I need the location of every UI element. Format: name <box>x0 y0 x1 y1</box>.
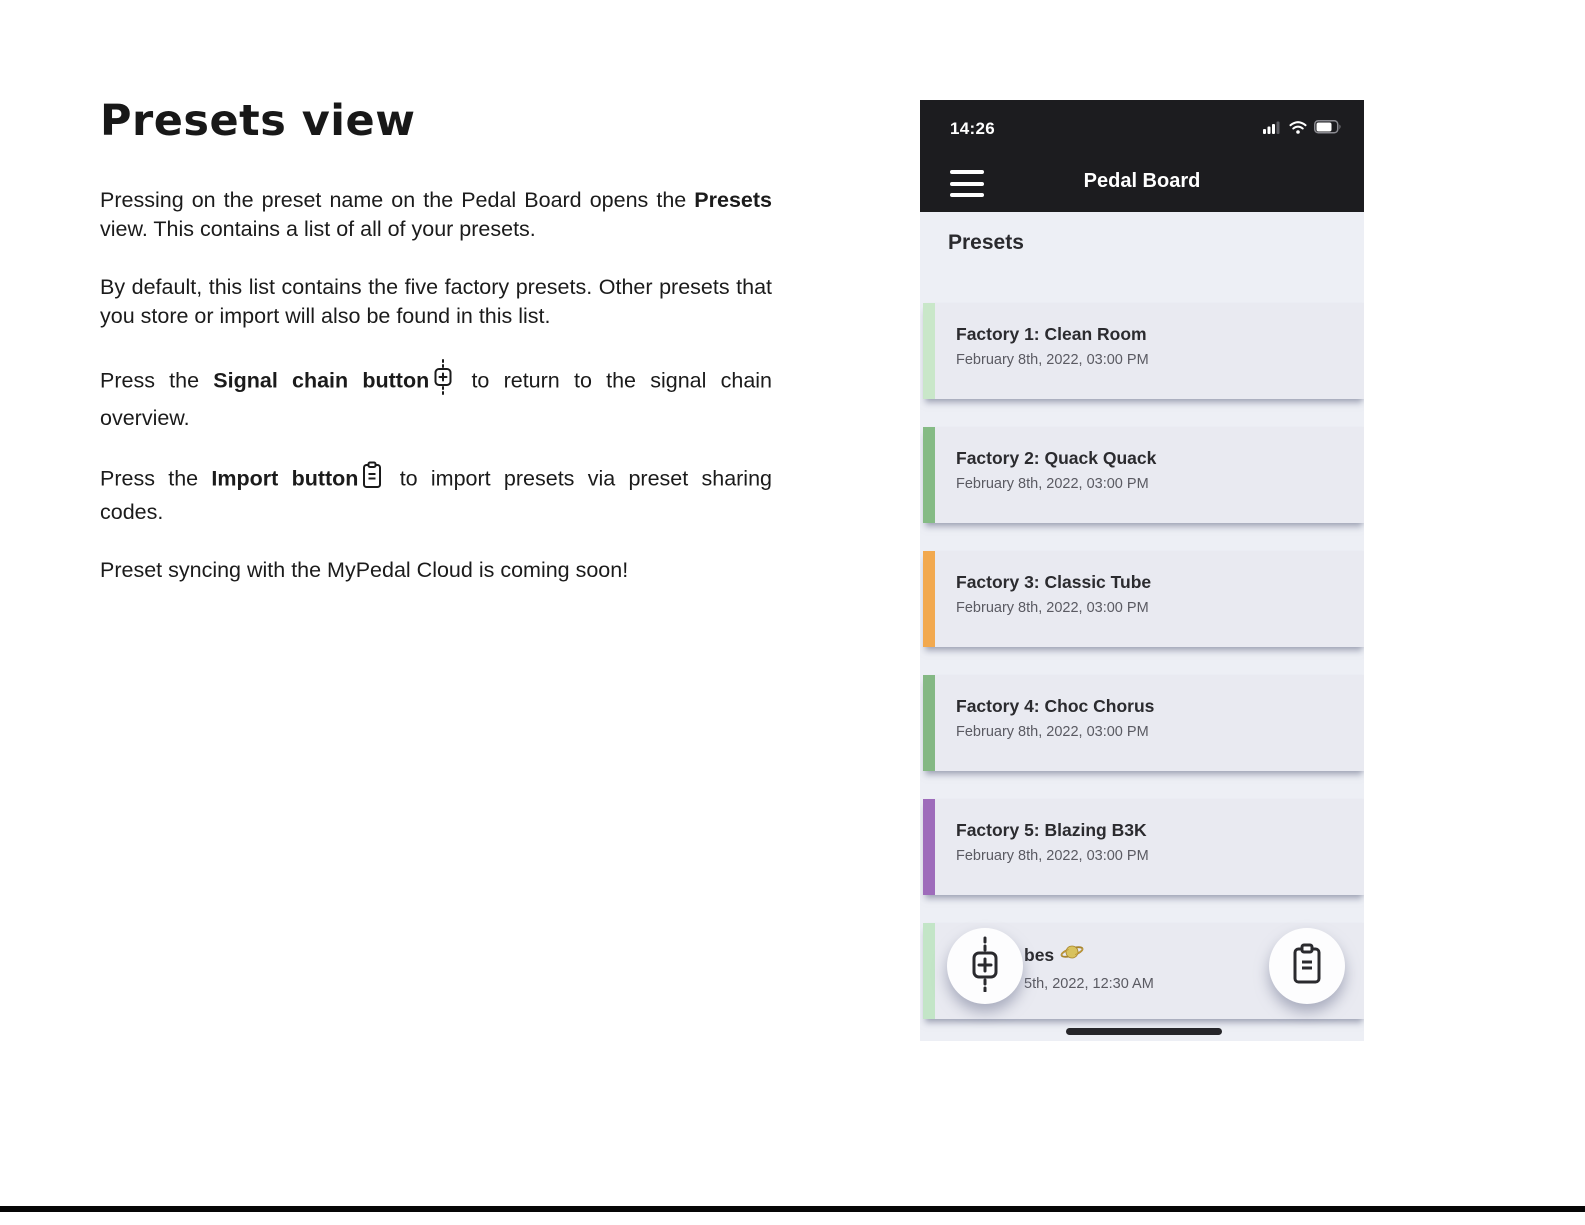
paragraph-text: Press the <box>100 368 214 393</box>
preset-title-partial <box>1024 944 1154 969</box>
preset-card-factory-3[interactable] <box>923 551 1364 647</box>
phone-screenshot <box>920 100 1364 1041</box>
preset-color-stripe <box>923 427 935 523</box>
nav-title: Pedal Board <box>1083 170 1201 192</box>
preset-title: Factory 5: Blazing B3K <box>956 820 1147 840</box>
paragraph-text: to return to the signal chain overview. <box>100 368 773 430</box>
battery-icon <box>1314 120 1342 139</box>
preset-color-stripe <box>923 799 935 895</box>
signal-chain-icon <box>968 936 1002 997</box>
signal-chain-button[interactable] <box>947 928 1023 1004</box>
paragraph-bold-text: Signal chain button <box>213 368 430 393</box>
preset-date-partial: 5th, 2022, 12:30 AM <box>1024 976 1154 992</box>
wifi-icon <box>1289 121 1307 139</box>
preset-date: February 8th, 2022, 03:00 PM <box>956 848 1149 864</box>
saturn-emoji <box>1060 942 1084 967</box>
paragraph-intro <box>100 186 772 244</box>
preset-date: February 8th, 2022, 03:00 PM <box>956 476 1149 492</box>
preset-date: February 8th, 2022, 03:00 PM <box>956 352 1149 368</box>
import-clipboard-icon <box>361 461 383 497</box>
status-bar <box>920 100 1364 156</box>
preset-body <box>935 799 1149 895</box>
preset-title-text: bes <box>1024 945 1055 966</box>
presets-section-title: Presets <box>948 231 1024 254</box>
documentation-column <box>100 96 772 614</box>
preset-card-factory-5[interactable] <box>923 799 1364 895</box>
preset-card-factory-4[interactable] <box>923 675 1364 771</box>
preset-body <box>935 551 1151 647</box>
preset-body <box>935 427 1156 523</box>
preset-title: Factory 3: Classic Tube <box>956 572 1152 592</box>
status-icons <box>1263 120 1342 139</box>
preset-color-stripe <box>923 551 935 647</box>
preset-color-stripe <box>923 303 935 399</box>
cellular-signal-icon <box>1263 121 1282 139</box>
preset-color-stripe <box>923 675 935 771</box>
paragraph-signal-chain <box>100 360 772 433</box>
preset-date: February 8th, 2022, 03:00 PM <box>956 600 1149 616</box>
preset-title: Factory 2: Quack Quack <box>956 448 1157 468</box>
phone-header <box>920 100 1364 212</box>
preset-title: Factory 4: Choc Chorus <box>956 696 1155 716</box>
paragraph-text: to import presets via preset sharing codes. <box>100 466 772 524</box>
preset-card-factory-1[interactable] <box>923 303 1364 399</box>
paragraph-text: Pressing on the preset name on the Pedal Board opens the <box>100 188 695 212</box>
preset-color-stripe <box>923 923 935 1019</box>
import-clipboard-icon <box>1290 943 1324 990</box>
page-bottom-rule <box>0 1206 1585 1212</box>
paragraph-bold-text: Import button <box>211 466 359 491</box>
preset-card-factory-2[interactable] <box>923 427 1364 523</box>
import-button[interactable] <box>1269 928 1345 1004</box>
preset-body <box>935 675 1154 771</box>
paragraph-text: Press the <box>100 466 212 491</box>
preset-date: February 8th, 2022, 03:00 PM <box>956 724 1149 740</box>
paragraph-default-presets: By default, this list contains the five factory presets. Other presets that you store or import will also be found in this list. <box>100 275 772 328</box>
page-title: Presets view <box>100 96 416 146</box>
preset-title: Factory 1: Clean Room <box>956 324 1147 344</box>
nav-bar <box>920 156 1364 212</box>
preset-body <box>935 303 1149 399</box>
home-indicator[interactable] <box>1066 1028 1222 1035</box>
paragraph-import <box>100 462 772 527</box>
status-time: 14:26 <box>950 119 995 138</box>
paragraph-bold-text: Presets <box>694 188 772 212</box>
paragraph-text: view. This contains a list of all of your presets. <box>100 217 536 241</box>
paragraph-cloud: Preset syncing with the MyPedal Cloud is coming soon! <box>100 558 629 582</box>
signal-chain-icon <box>432 359 454 403</box>
